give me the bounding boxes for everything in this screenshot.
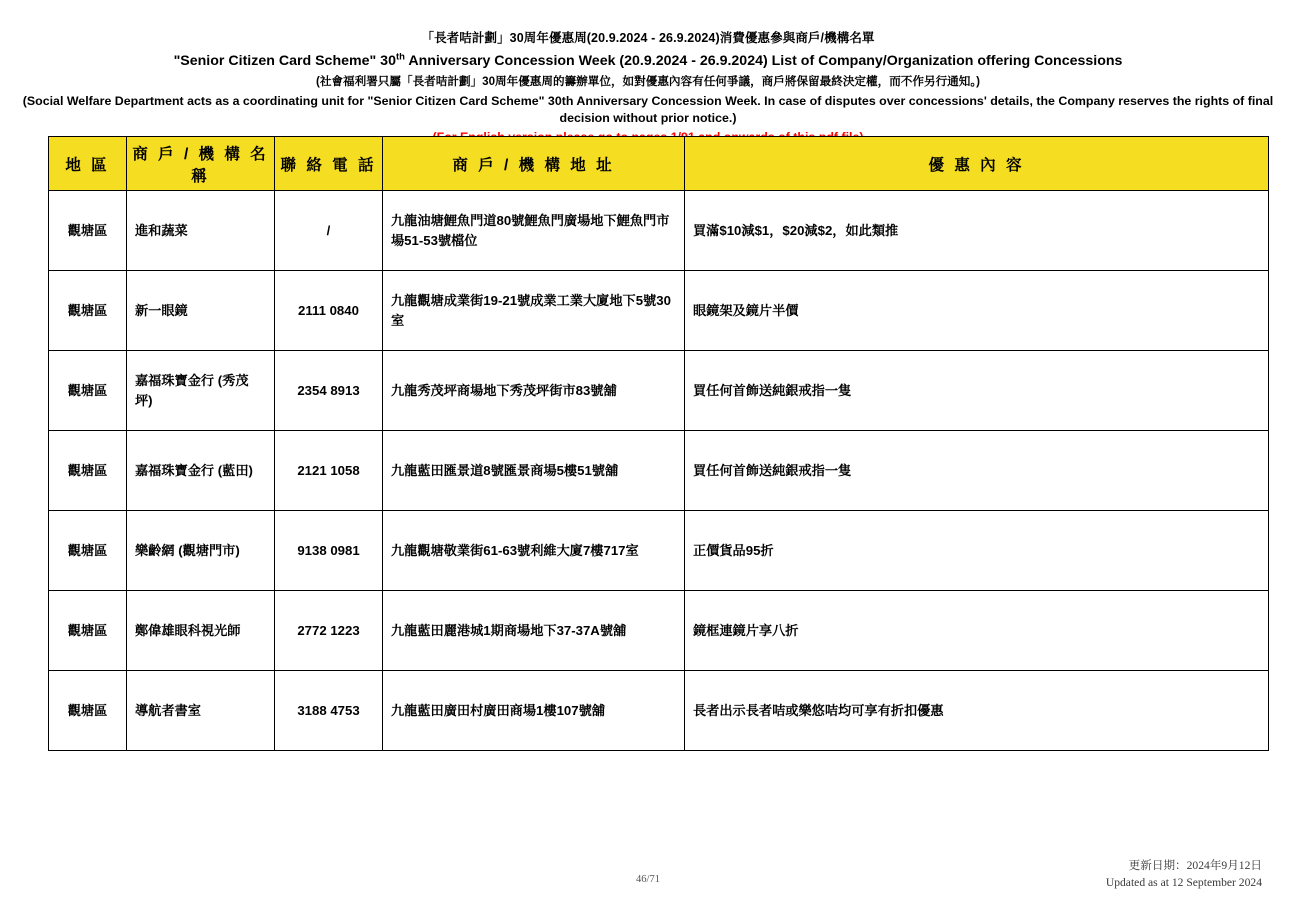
cell-offer: 買任何首飾送純銀戒指一隻 (685, 431, 1269, 511)
cell-address: 九龍藍田廣田村廣田商場1樓107號舖 (383, 671, 685, 751)
table-header (49, 137, 1269, 191)
table-row (49, 271, 1269, 351)
cell-merchant-name: 進和蔬菜 (127, 191, 275, 271)
cell-district: 觀塘區 (49, 511, 127, 591)
concessions-table (48, 136, 1269, 751)
cell-phone: / (275, 191, 383, 271)
table-row (49, 351, 1269, 431)
page-number: 46/71 (636, 874, 660, 885)
note-english: (Social Welfare Department acts as a coordinating unit for "Senior Citizen Card Scheme" 30th Anniversary Concession Week. In case of disputes over concessions' details, the Company reserves the rights of final decision without prior notice.) (22, 94, 1274, 125)
cell-offer: 買任何首飾送純銀戒指一隻 (685, 351, 1269, 431)
cell-merchant-name: 新一眼鏡 (127, 271, 275, 351)
cell-district: 觀塘區 (49, 351, 127, 431)
table-row (49, 191, 1269, 271)
updated-date-block (1106, 857, 1262, 892)
cell-address: 九龍觀塘成業街19-21號成業工業大廈地下5號30室 (383, 271, 685, 351)
cell-address: 九龍藍田匯景道8號匯景商場5樓51號舖 (383, 431, 685, 511)
cell-district: 觀塘區 (49, 431, 127, 511)
cell-merchant-name: 鄭偉雄眼科視光師 (127, 591, 275, 671)
cell-phone: 2772 1223 (275, 591, 383, 671)
table-row (49, 591, 1269, 671)
table-header-row (49, 137, 1269, 191)
title-chinese: 「長者咭計劃」30周年優惠周(20.9.2024 - 26.9.2024)消費優惠參與商戶/機構名單 (421, 31, 875, 45)
table-row (49, 511, 1269, 591)
cell-address: 九龍秀茂坪商場地下秀茂坪街市83號舖 (383, 351, 685, 431)
document-header (0, 0, 1296, 147)
note-chinese: (社會福利署只屬「長者咭計劃」30周年優惠周的籌辦單位，如對優惠內容有任何爭議，商戶將保留最終決定權，而不作另行通知。) (315, 74, 981, 88)
cell-offer: 正價貨品95折 (685, 511, 1269, 591)
column-header-district: 地 區 (49, 137, 127, 191)
cell-district: 觀塘區 (49, 671, 127, 751)
title-english (0, 51, 1296, 71)
cell-offer: 鏡框連鏡片享八折 (685, 591, 1269, 671)
title-english-suffix: Anniversary Concession Week (20.9.2024 - 26.9.2024) List of Company/Organization offering Concessions (404, 52, 1123, 69)
cell-phone: 3188 4753 (275, 671, 383, 751)
concessions-table-container (48, 136, 1268, 751)
cell-district: 觀塘區 (49, 591, 127, 671)
cell-merchant-name: 樂齡網 (觀塘門市) (127, 511, 275, 591)
cell-offer: 買滿$10減$1，$20減$2，如此類推 (685, 191, 1269, 271)
cell-district: 觀塘區 (49, 271, 127, 351)
table-body (49, 191, 1269, 751)
column-header-address: 商 戶 / 機 構 地 址 (383, 137, 685, 191)
cell-address: 九龍油塘鯉魚門道80號鯉魚門廣場地下鯉魚門市場51-53號檔位 (383, 191, 685, 271)
cell-phone: 2111 0840 (275, 271, 383, 351)
cell-district: 觀塘區 (49, 191, 127, 271)
cell-merchant-name: 嘉福珠寶金行 (秀茂坪) (127, 351, 275, 431)
title-english-superscript: th (395, 51, 405, 63)
cell-address: 九龍藍田麗港城1期商場地下37-37A號舖 (383, 591, 685, 671)
updated-date-chinese: 更新日期：2024年9月12日 (1128, 859, 1262, 872)
updated-date-english: Updated as at 12 September 2024 (1105, 876, 1262, 890)
cell-offer: 長者出示長者咭或樂悠咭均可享有折扣優惠 (685, 671, 1269, 751)
column-header-merchant-name: 商 戶 / 機 構 名 稱 (127, 137, 275, 191)
cell-merchant-name: 導航者書室 (127, 671, 275, 751)
cell-address: 九龍觀塘敬業街61-63號利維大廈7樓717室 (383, 511, 685, 591)
cell-offer: 眼鏡架及鏡片半價 (685, 271, 1269, 351)
cell-merchant-name: 嘉福珠寶金行 (藍田) (127, 431, 275, 511)
title-english-prefix: "Senior Citizen Card Scheme" 30 (173, 52, 396, 69)
table-row (49, 671, 1269, 751)
column-header-phone: 聯 絡 電 話 (275, 137, 383, 191)
table-row (49, 431, 1269, 511)
column-header-offer: 優 惠 內 容 (685, 137, 1269, 191)
cell-phone: 9138 0981 (275, 511, 383, 591)
cell-phone: 2354 8913 (275, 351, 383, 431)
cell-phone: 2121 1058 (275, 431, 383, 511)
